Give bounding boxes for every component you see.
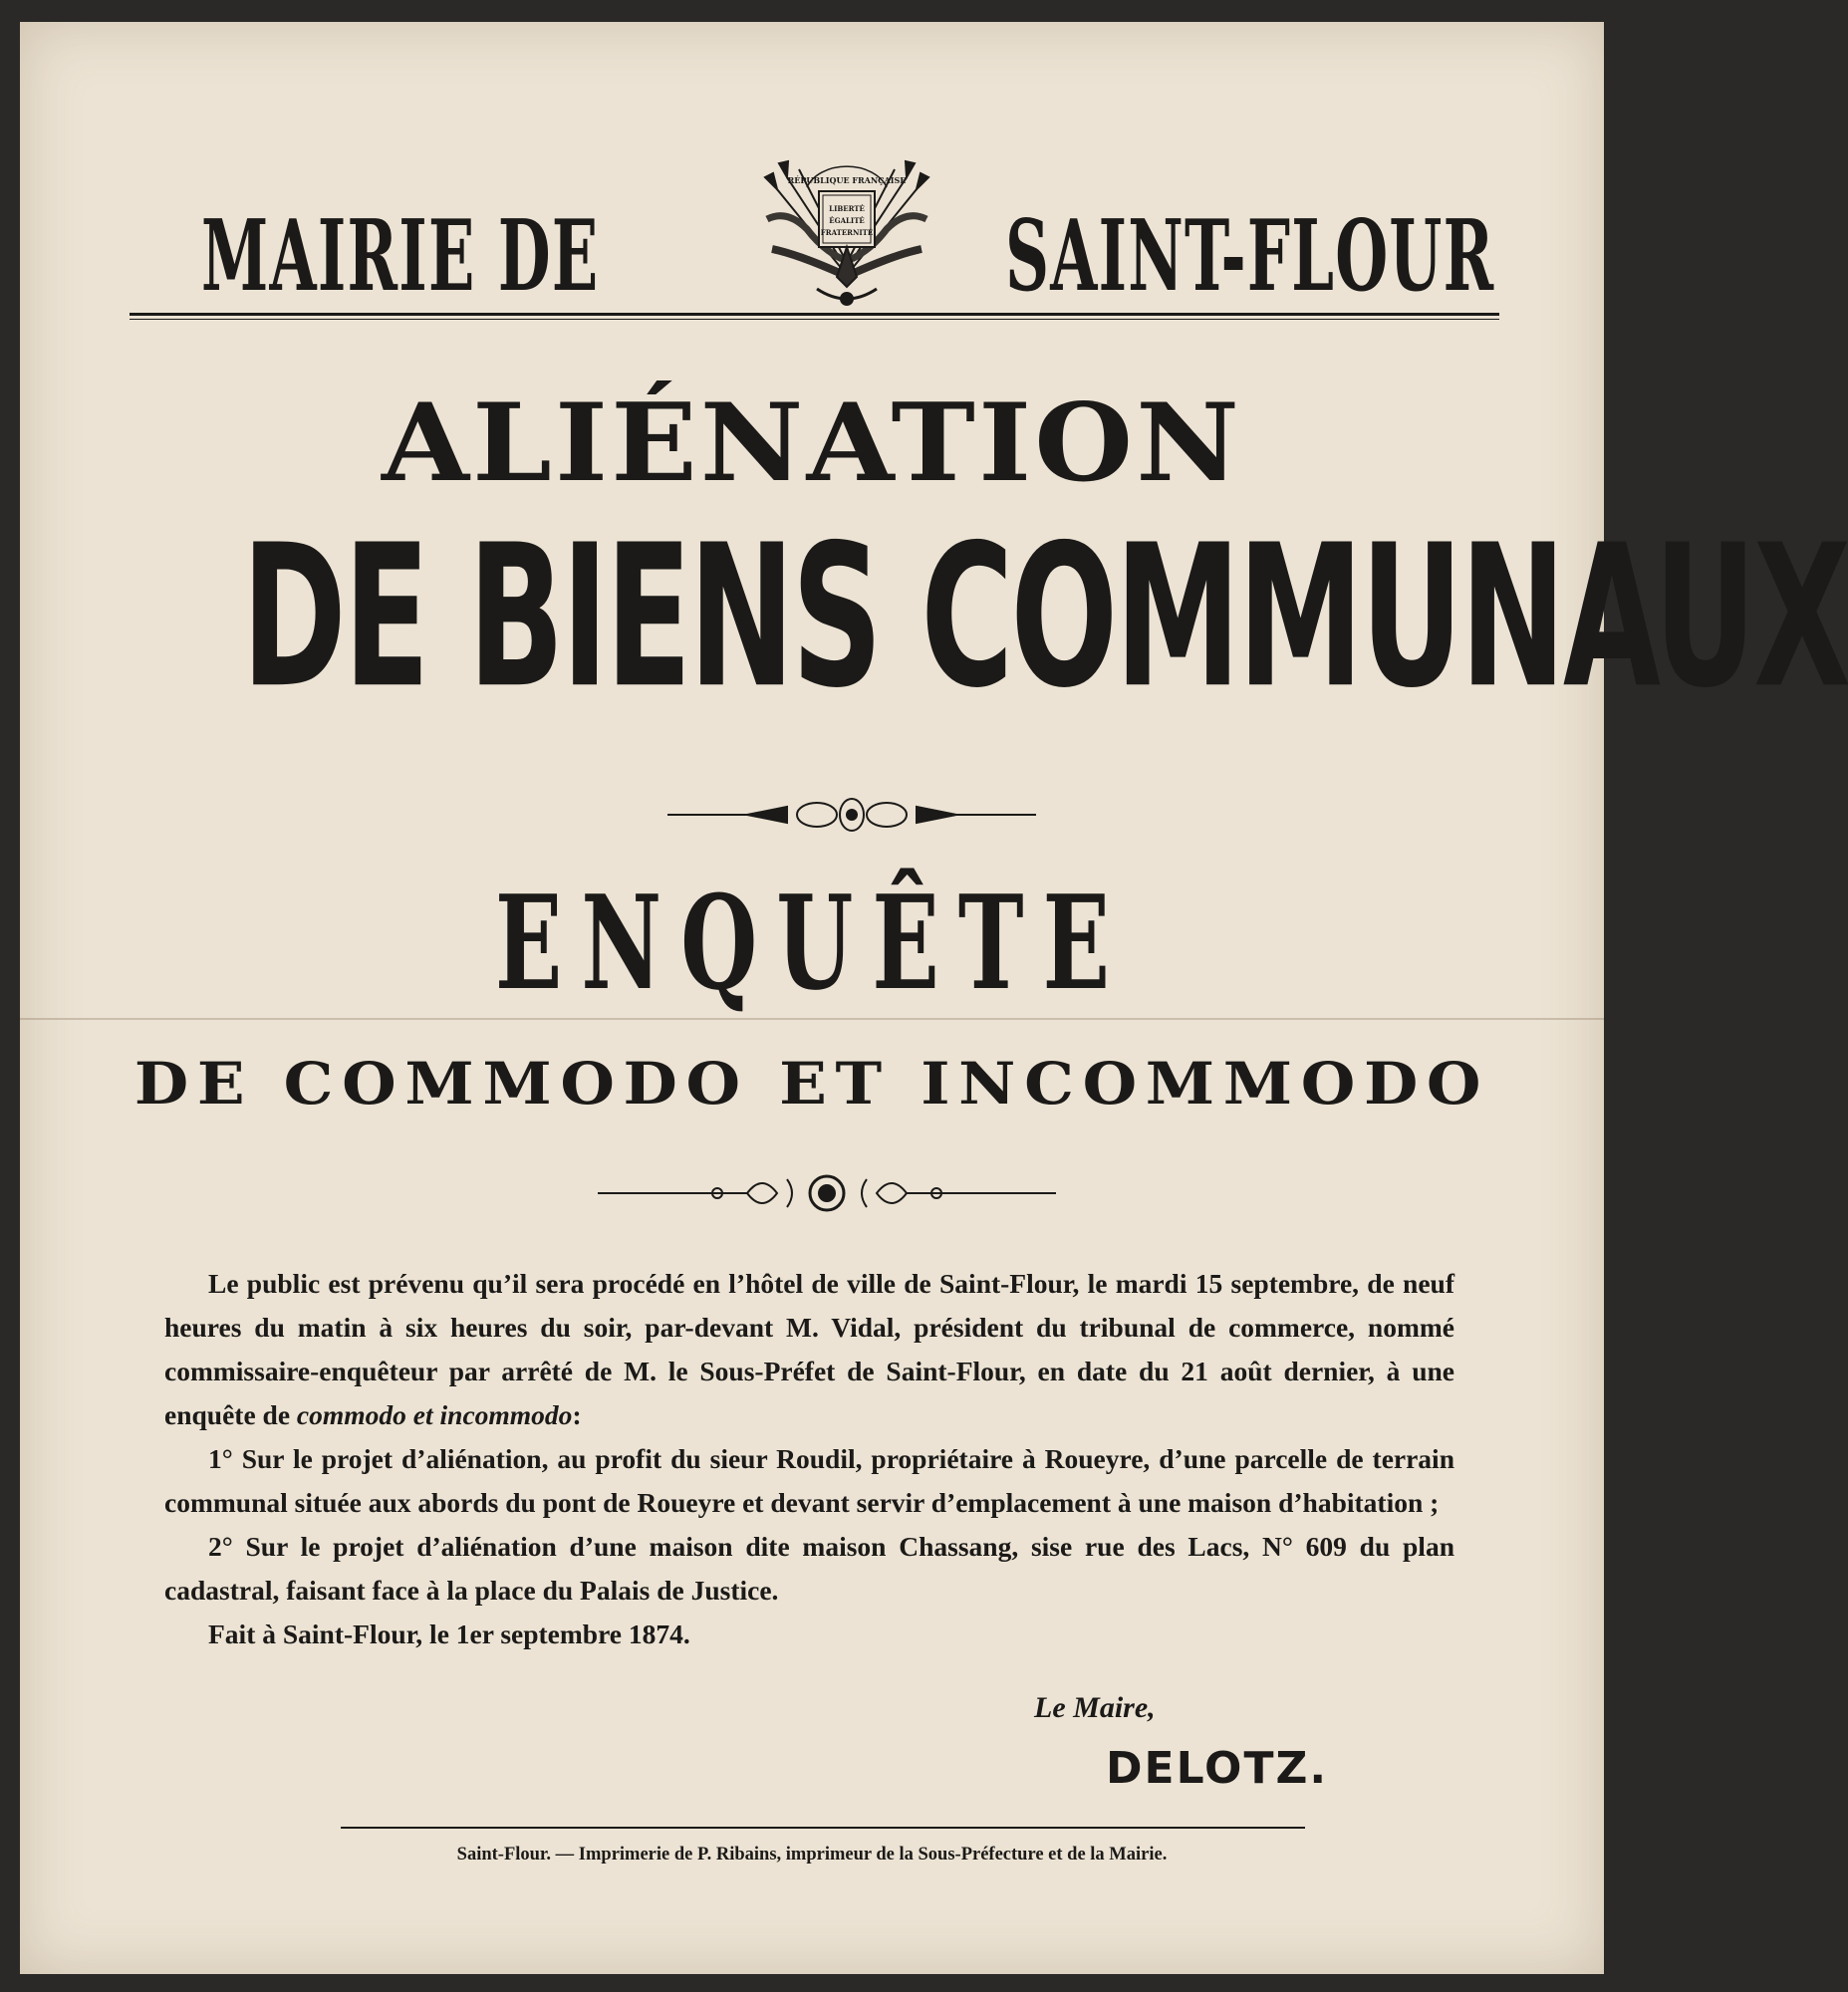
- footer-rule: [341, 1827, 1305, 1829]
- printer-credit: Saint-Flour. — Imprimerie de P. Ribains, imprimeur de la Sous-Préfecture et de la Mairie.: [456, 1845, 1168, 1865]
- subtitle-line-2: DE COMMODO ET INCOMMODO: [133, 1050, 1490, 1118]
- title-line-1: ALIÉNATION: [381, 380, 1243, 506]
- signature-name: DELOTZ.: [1106, 1743, 1329, 1794]
- subtitle-line-1: ENQUÊTE: [494, 867, 1130, 1019]
- notice-item-2: 2° Sur le projet d’aliénation d’une maison dite maison Chassang, sise rue des Lacs, N° 609 du plan cadastral, faisant face à la place du Palais de Justice.: [164, 1531, 1454, 1606]
- notice-intro-italic: commodo et incommodo: [296, 1399, 573, 1430]
- header-right-text: SAINT-FLOUR: [1004, 199, 1494, 314]
- header: [130, 129, 1494, 329]
- title-line-2: DE BIENS COMMUNAUX: [241, 502, 1848, 732]
- ornament-divider-icon: [667, 789, 1036, 841]
- notice-dateline: Fait à Saint-Flour, le 1er septembre 1874.: [208, 1618, 690, 1649]
- notice-intro: Le public est prévenu qu’il sera procédé en l’hôtel de ville de Saint-Flour, le mardi 15 septembre, de neuf heures du matin à six heures du soir, par-devant M. Vidal, président du tribunal de commerce, nommé commissaire-enquêteur par arrêté de M. le Sous-Préfet de Saint-Flour, en date du 21 août dernier, à une enquête de: [164, 1268, 1454, 1430]
- ornament-divider-icon: [598, 1165, 1056, 1221]
- emblem-motto-2: ÉGALITÉ: [829, 216, 865, 225]
- emblem-motto-top: RÉPUBLIQUE FRANÇAISE: [787, 175, 907, 185]
- emblem-motto-3: FRATERNITÉ: [820, 228, 874, 237]
- notice-body: [164, 1262, 1454, 1656]
- emblem-motto-1: LIBERTÉ: [829, 204, 865, 213]
- header-left-text: MAIRIE DE: [201, 199, 600, 314]
- notice-item-1: 1° Sur le projet d’aliénation, au profit du sieur Roudil, propriétaire à Roueyre, d’une parcelle de terrain communal située aux abords du pont de Roueyre et devant servir d’emplacement à une maison d’habitation ;: [164, 1443, 1454, 1518]
- header-rule: [130, 313, 1499, 316]
- signature-title: Le Maire,: [1034, 1691, 1156, 1724]
- header-rule-thin: [130, 319, 1499, 320]
- notice-intro-end: :: [572, 1399, 582, 1430]
- poster-sheet: [20, 22, 1848, 1974]
- republic-coat-of-arms-icon: [747, 149, 946, 314]
- notice-intro-paragraph: [164, 1262, 1454, 1437]
